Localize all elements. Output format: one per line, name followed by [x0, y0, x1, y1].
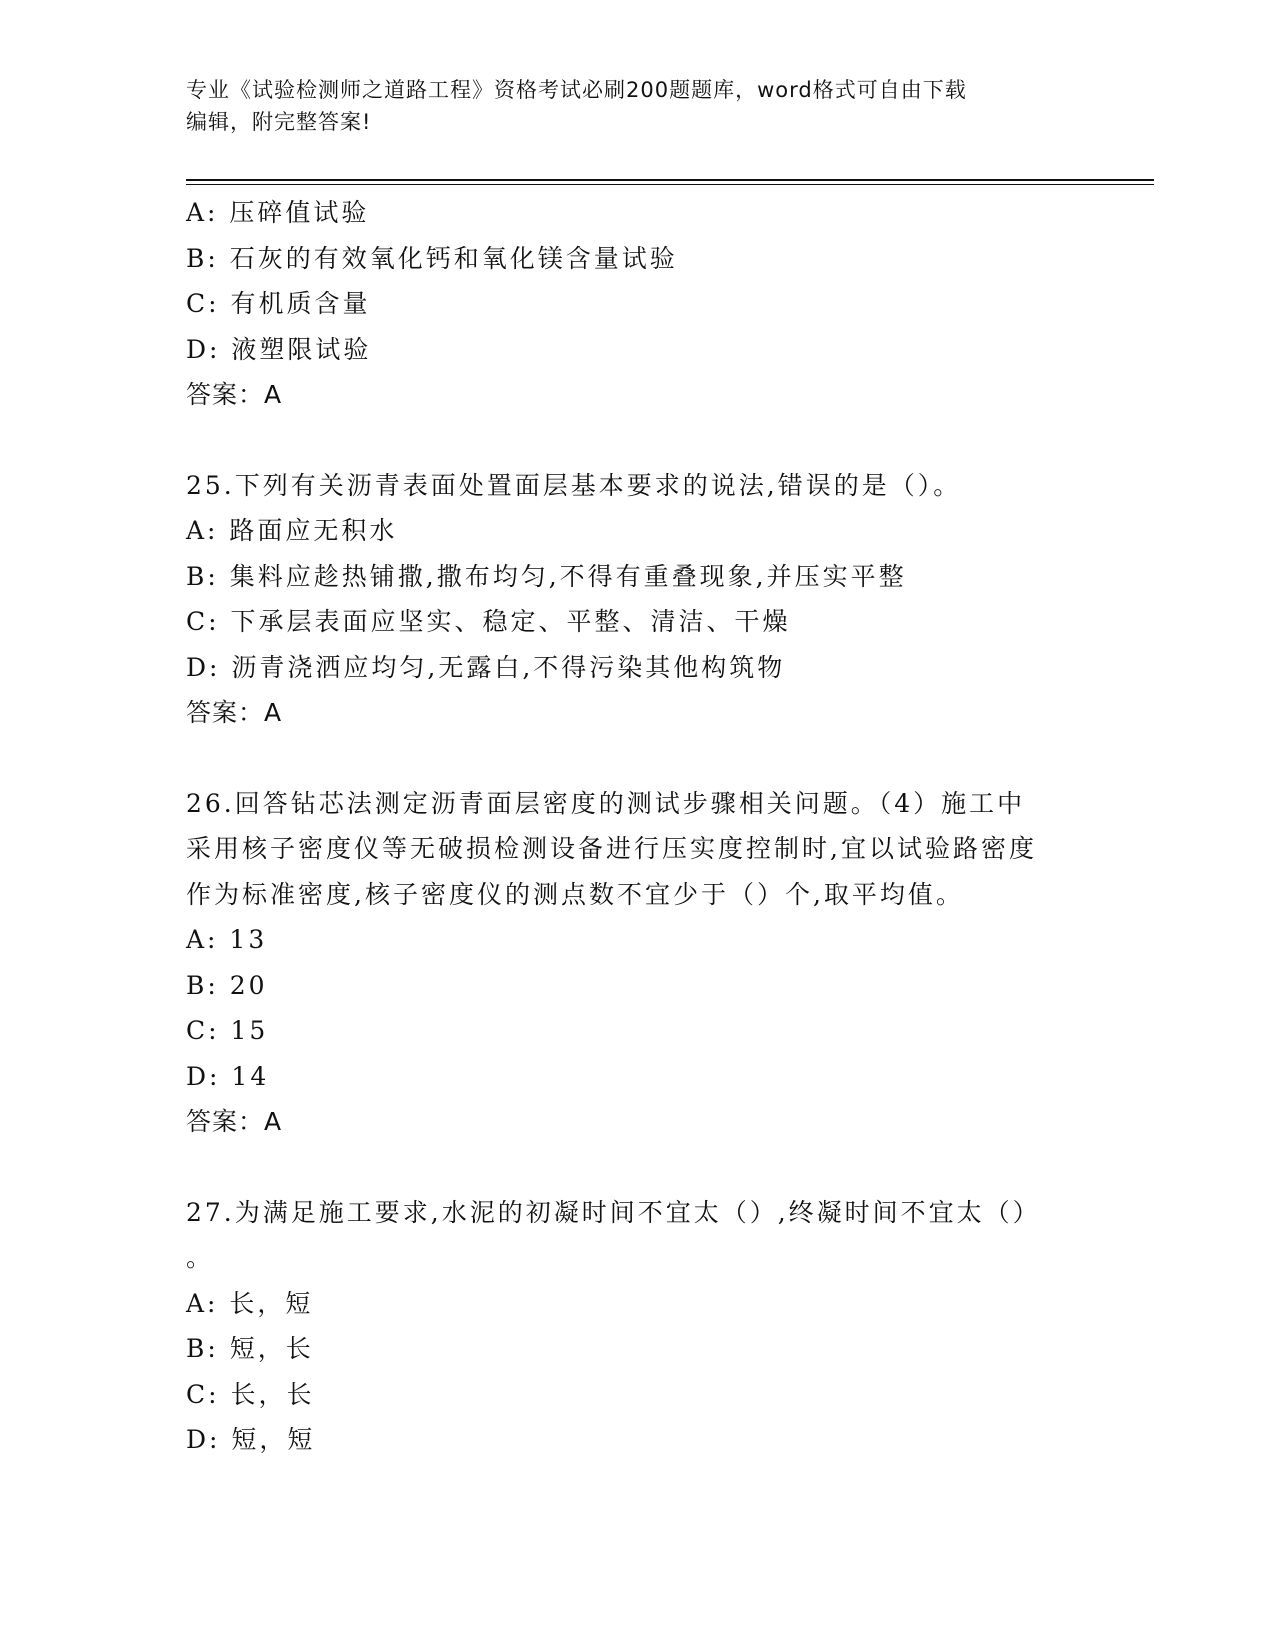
question-stem: 25.下列有关沥青表面处置面层基本要求的说法,错误的是（）。	[186, 470, 962, 500]
header-line-2: 编辑，附完整答案!	[186, 110, 372, 134]
header-divider-thick	[186, 179, 1154, 181]
answer: 答案：A	[186, 380, 283, 409]
option-b: B: 20	[186, 970, 268, 1000]
option-b: B: 集料应趁热铺撒,撒布均匀,不得有重叠现象,并压实平整	[186, 561, 907, 591]
option-b: B: 短，长	[186, 1334, 314, 1363]
option-a: A: 压碎值试验	[186, 198, 370, 227]
question-body	[186, 190, 1086, 1463]
answer: 答案：A	[186, 698, 283, 727]
question-stem-line-1: 26.回答钻芯法测定沥青面层密度的测试步骤相关问题。（4）施工中	[186, 788, 1026, 818]
option-c: C: 15	[186, 1016, 269, 1045]
option-d: D: 14	[186, 1061, 270, 1091]
option-d: D: 液塑限试验	[186, 334, 372, 364]
question-25	[186, 463, 1086, 736]
question-stem-line-3: 作为标准密度,核子密度仪的测点数不宜少于（）个,取平均值。	[186, 879, 964, 909]
option-b: B: 石灰的有效氧化钙和氧化镁含量试验	[186, 243, 678, 273]
option-c: C: 长，长	[186, 1379, 315, 1409]
question-stem-line-1: 27.为满足施工要求,水泥的初凝时间不宜太（）,终凝时间不宜太（）	[186, 1197, 1041, 1227]
option-d: D: 短，短	[186, 1425, 316, 1454]
document-header	[186, 74, 1066, 138]
option-d: D: 沥青浇洒应均匀,无露白,不得污染其他构筑物	[186, 652, 786, 682]
question-24	[186, 190, 1086, 418]
option-a: A: 13	[186, 925, 268, 954]
answer: 答案：A	[186, 1107, 283, 1136]
question-27	[186, 1190, 1086, 1463]
question-stem-line-2: 。	[186, 1243, 215, 1272]
question-stem-line-2: 采用核子密度仪等无破损检测设备进行压实度控制时,宜以试验路密度	[186, 834, 1037, 863]
header-divider-thin	[186, 184, 1154, 185]
option-c: C: 下承层表面应坚实、稳定、平整、清洁、干燥	[186, 607, 791, 636]
header-line-1: 专业《试验检测师之道路工程》资格考试必刷200题题库，word格式可自由下载	[186, 78, 967, 102]
option-c: C: 有机质含量	[186, 289, 371, 318]
option-a: A: 路面应无积水	[186, 516, 398, 545]
question-26	[186, 781, 1086, 1145]
option-a: A: 长，短	[186, 1288, 314, 1318]
